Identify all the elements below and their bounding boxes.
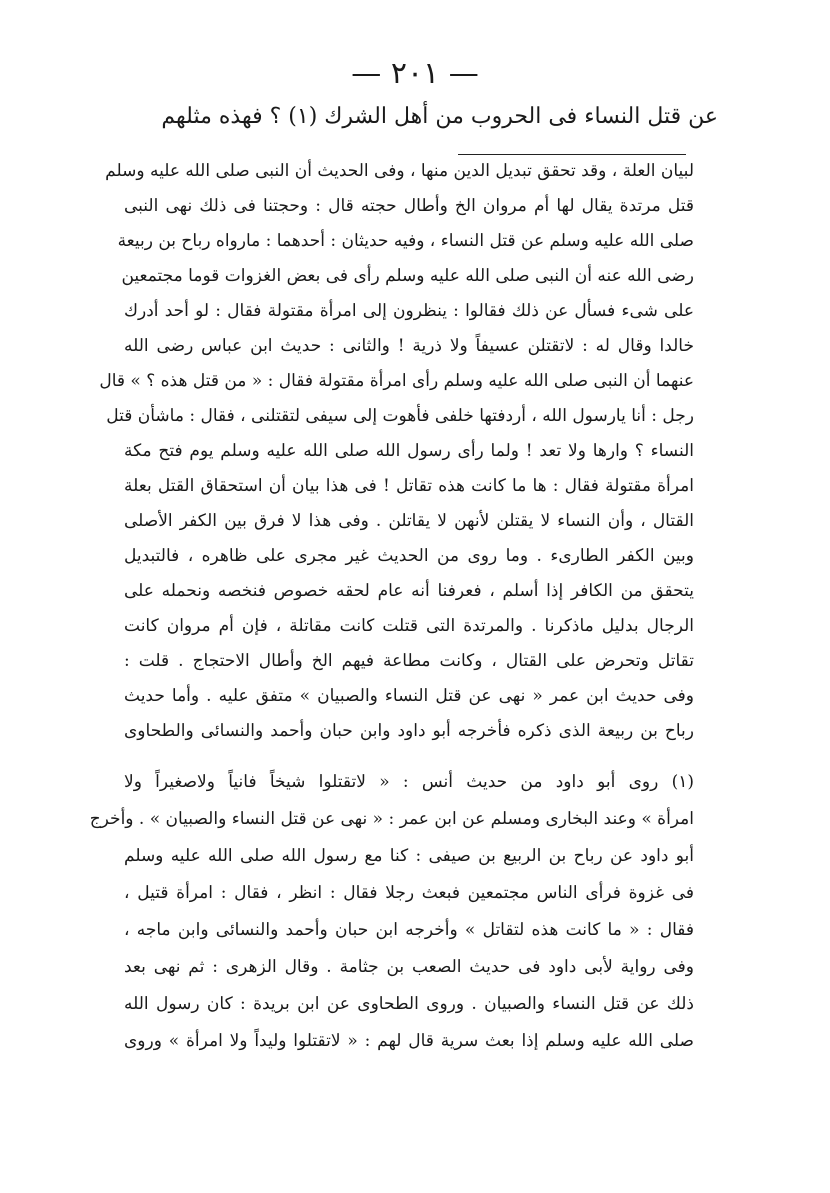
body-line: خالدا وقال له : لاتقتلن عسيفاً ولا ذرية ! والثانى : حديث ابن عباس رضى الله <box>124 336 694 356</box>
body-line: وفى حديث ابن عمر « نهى عن قتل النساء والصبيان » متفق عليه . وأما حديث <box>124 686 694 706</box>
body-line: النساء ؟ وارها ولا تعد ! ولما رأى رسول الله صلى الله عليه وسلم يوم فتح مكة <box>124 441 694 461</box>
body-line: رضى الله عنه أن النبى صلى الله عليه وسلم رأى فى بعض الغزوات قوما مجتمعين <box>121 266 694 286</box>
body-line: تقاتل وتحرض على القتال ، وكانت مطاعة فيهم الخ وأطال الاحتجاج . قلت : <box>124 651 694 671</box>
body-line: لبيان العلة ، وقد تحقق تبديل الدين منها ، وفى الحديث أن النبى صلى الله عليه وسلم <box>105 161 694 181</box>
body-line: صلى الله عليه وسلم عن قتل النساء ، وفيه حديثان : أحدهما : مارواه رباح بن ربيعة <box>117 231 694 251</box>
footnote-line: صلى الله عليه وسلم إذا بعث سرية قال لهم : « لاتقتلوا وليداً ولا امرأة » وروى <box>124 1031 694 1051</box>
body-line: امرأة مقتولة فقال : ها ما كانت هذه تقاتل ! فى هذا بيان أن استحقاق القتل بعلة <box>124 476 694 496</box>
body-line: قتل مرتدة يقال لها أم مروان الخ وأطال حجته قال : وحجتنا فى ذلك نهى النبى <box>124 196 695 216</box>
body-line: رباح بن ربيعة الذى ذكره فأخرجه أبو داود وابن حبان وأحمد والنسائى والطحاوى <box>124 721 694 741</box>
body-line: الرجال بدليل ماذكرنا . والمرتدة التى قتلت كانت مقاتلة ، فإن أم مروان كانت <box>124 616 694 636</box>
body-line: رجل : أنا يارسول الله ، أردفتها خلفى فأهوت إلى سيفى لتقتلنى ، فقال : ماشأن قتل <box>106 406 694 426</box>
section-divider <box>458 154 686 155</box>
body-line: يتحقق من الكافر إذا أسلم ، فعرفنا أنه عام لحقه خصوص فنخصه ونحمله على <box>124 581 694 601</box>
page-number: — ٢٠١ — <box>351 56 479 91</box>
footnote-line: فى غزوة فرأى الناس مجتمعين فبعث رجلا فقال : انظر ، فقال : امرأة قتيل ، <box>124 883 694 903</box>
body-line: القتال ، وأن النساء لا يقتلن لأنهن لا يقاتلن . وفى هذا لا فرق بين الكفر الأصلى <box>124 511 694 531</box>
continuation-line: عن قتل النساء فى الحروب من أهل الشرك (١) ؟ فهذه مثلهم <box>161 104 718 129</box>
footnote-line: (١) روى أبو داود من حديث أنس : « لاتقتلوا شيخاً فانياً ولاصغيراً ولا <box>124 772 694 792</box>
footnote-line: أبو داود عن رباح بن الربيع بن صيفى : كنا مع رسول الله صلى الله عليه وسلم <box>124 846 694 866</box>
body-line: على شىء فسأل عن ذلك فقالوا : ينظرون إلى امرأة مقتولة فقال : لو أحد أدرك <box>124 301 694 321</box>
footnote-line: امرأة » وعند البخارى ومسلم عن ابن عمر : « نهى عن قتل النساء والصبيان » . وأخرج <box>89 809 694 829</box>
footnote-line: وفى رواية لأبى داود فى حديث الصعب بن جثامة . وقال الزهرى : ثم نهى بعد <box>124 957 694 977</box>
footnote-line: فقال : « ما كانت هذه لتقاتل » وأخرجه ابن حبان وأحمد والنسائى وابن ماجه ، <box>124 920 694 940</box>
footnote-line: ذلك عن قتل النساء والصبيان . وروى الطحاوى عن ابن بريدة : كان رسول الله <box>124 994 694 1014</box>
body-line: وبين الكفر الطارىء . وما روى من الحديث غير مجرى على ظاهره ، فالتبديل <box>124 546 694 566</box>
body-line: عنهما أن النبى صلى الله عليه وسلم رأى امرأة مقتولة فقال : « من قتل هذه ؟ » قال <box>99 371 694 391</box>
